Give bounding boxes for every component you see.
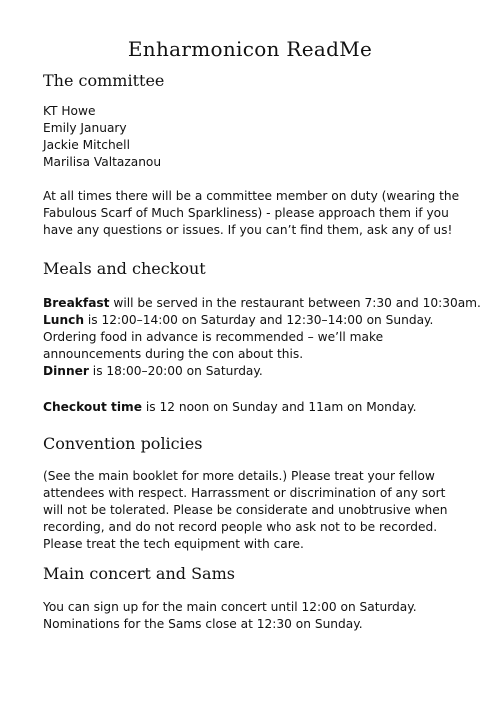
- committee-paragraph: [43, 188, 463, 239]
- committee-member: Emily January: [43, 121, 127, 135]
- dinner-label: Dinner: [43, 364, 89, 378]
- policies-paragraph: [43, 468, 463, 553]
- committee-member: Jackie Mitchell: [43, 138, 130, 152]
- paragraph-line: (See the main booklet for more details.) Please treat your fellow: [43, 469, 435, 483]
- paragraph-line: Please treat the tech equipment with care.: [43, 537, 304, 551]
- lunch-label: Lunch: [43, 313, 85, 327]
- paragraph-line: recording, and do not record people who ask not to be recorded.: [43, 520, 438, 534]
- committee-heading: The committee: [43, 71, 165, 90]
- paragraph-line: At all times there will be a committee member on duty (wearing the: [43, 189, 460, 203]
- breakfast-label: Breakfast: [43, 296, 110, 310]
- paragraph-line: Nominations for the Sams close at 12:30 on Sunday.: [43, 617, 363, 631]
- committee-member: Marilisa Valtazanou: [43, 155, 162, 169]
- checkout-paragraph: [43, 399, 463, 416]
- dinner-text: is 18:00–20:00 on Saturday.: [88, 364, 263, 378]
- meals-paragraph: [43, 295, 481, 380]
- breakfast-text: will be served in the restaurant between 7:30 and 10:30am.: [109, 296, 481, 310]
- ordering-line: Ordering food in advance is recommended – we’ll make: [43, 330, 384, 344]
- concert-heading: Main concert and Sams: [43, 564, 235, 583]
- paragraph-line: will not be tolerated. Please be considerate and unobtrusive when: [43, 503, 448, 517]
- page-title: Enharmonicon ReadMe: [127, 37, 373, 61]
- meals-heading: Meals and checkout: [43, 259, 206, 278]
- paragraph-line: Fabulous Scarf of Much Sparkliness) - please approach them if you: [43, 206, 449, 220]
- paragraph-line: You can sign up for the main concert until 12:00 on Saturday.: [43, 600, 417, 614]
- ordering-line: announcements during the con about this.: [43, 347, 304, 361]
- lunch-text: is 12:00–14:00 on Saturday and 12:30–14:00 on Sunday.: [84, 313, 434, 327]
- lunch-line: [43, 312, 463, 329]
- breakfast-line: [43, 295, 481, 312]
- concert-paragraph: [43, 599, 463, 633]
- paragraph-line: have any questions or issues. If you can’t find them, ask any of us!: [43, 223, 453, 237]
- checkout-text: is 12 noon on Sunday and 11am on Monday.: [141, 400, 417, 414]
- policies-heading: Convention policies: [43, 434, 203, 453]
- committee-member-list: [43, 103, 463, 171]
- checkout-line: [43, 399, 463, 416]
- checkout-label: Checkout time: [43, 400, 142, 414]
- committee-member: KT Howe: [43, 104, 96, 118]
- dinner-line: [43, 363, 463, 380]
- paragraph-line: attendees with respect. Harrassment or discrimination of any sort: [43, 486, 446, 500]
